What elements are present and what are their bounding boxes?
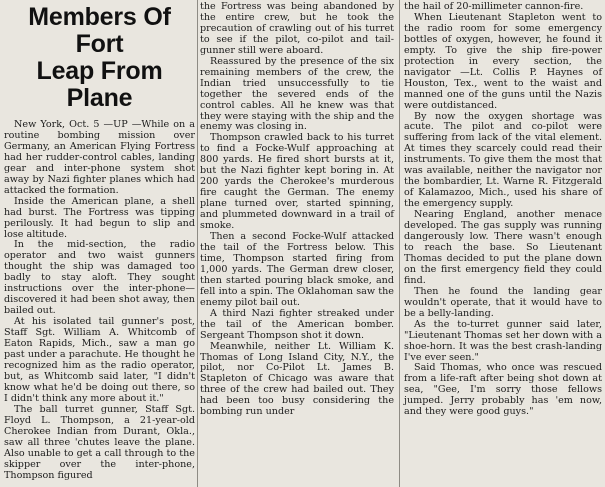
article-column-3 [404, 2, 602, 418]
paragraph: In the mid-section, the radio operator and two waist gunners thought the ship was damaged too badly to stay aloft. They sought instructions over the inter-phone—discovered it had been shot away, then bailed out. [4, 239, 195, 317]
column-rule [197, 0, 198, 487]
paragraph: Thompson crawled back to his turret to find a Focke-Wulf approaching at 800 yards. He fired short bursts at it, but the Nazi fighter kept boring in. At 200 yards the Cherokee's murderous fire caught the German. The enemy plane turned over, started spinning, and plummeted downward in a trail of smoke. [200, 132, 394, 232]
paragraph: the Fortress was being abandoned by the entire crew, but he took the precaution of crawling out of his turret to see if the pilot, co-pilot and tail-gunner still were aboard. [200, 1, 394, 56]
paragraph: As the to-turret gunner said later, "Lieutenant Thomas set her down with a shoe-horn. It was the best crash-landing I've ever seen." [404, 318, 602, 363]
paragraph: Said Thomas, who once was rescued from a life-raft after being shot down at sea, "Gee, I'm sorry those fellows jumped. Jerry probably has 'em now, and they were good guys." [404, 362, 602, 418]
column-rule [399, 0, 400, 487]
paragraph: New York, Oct. 5 —UP —While on a routine bombing mission over Germany, an American Flying Fortress had her rudder-control cables, landing gear and inter-phone system shot away by Nazi fighter planes which had attacked the formation. [4, 119, 195, 196]
paragraph: Inside the American plane, a shell had burst. The Fortress was tipping perilously. It had begun to slip and lose altitude. [4, 195, 195, 240]
paragraph: At his isolated tail gunner's post, Staff Sgt. William A. Whitcomb of Eaton Rapids, Mich., saw a man go past under a parachute. He thought he recognized him as the radio operator, but, as Whitcomb said later, "I didn't know what he'd be doing out there, so I didn't think any more about it." [4, 316, 195, 404]
paragraph: A third Nazi fighter streaked under the tail of the American bomber. Sergeant Thompson shot it down. [200, 307, 394, 341]
article-column-1 [4, 0, 195, 481]
headline [4, 4, 195, 112]
article-column-2 [200, 2, 394, 418]
paragraph: By now the oxygen shortage was acute. The pilot and co-pilot were suffering from lack of the vital element. At times they scarcely could read their instruments. To give them the most that was available, neither the navigator nor the bombardier, Lt. Warne R. Fitzgerald of Kalamazoo, Mich., used his share of the emergency supply. [404, 110, 602, 210]
headline-line-2: Leap From Plane [36, 57, 163, 112]
paragraph: the hail of 20-millimeter cannon-fire. [404, 1, 584, 12]
paragraph: When Lieutenant Stapleton went to the radio room for some emergency bottles of oxygen, however, he found it empty. To give the ship fire-power protection in every section, the navigator —Lt. Collis P. Haynes of Houston, Tex., went to the waist and manned one of the guns until the Nazis were outdistanced. [404, 11, 602, 111]
paragraph: Nearing England, another menace developed. The gas supply was running dangerously low. There wasn't enough to reach the base. So Lieutenant Thomas decided to put the plane down on the first emergency field they could find. [404, 209, 602, 286]
paragraph: Then he found the landing gear wouldn't operate, that it would have to be a belly-landing. [404, 285, 602, 319]
paragraph: Reassured by the presence of the six remaining members of the crew, the Indian tried unsuccessfully to tie together the severed ends of the control cables. All he knew was that they were staying with the ship and the enemy was closing in. [200, 55, 394, 133]
headline-line-1: Members Of Fort [28, 3, 171, 58]
paragraph: Meanwhile, neither Lt. William K. Thomas of Long Island City, N.Y., the pilot, nor Co-Pilot Lt. James B. Stapleton of Chicago was aware that three of the crew had bailed out. They had been too busy considering the bombing run under [200, 340, 394, 418]
paragraph: Then a second Focke-Wulf attacked the tail of the Fortress below. This time, Thompson started firing from 1,000 yards. The German drew closer, then started pouring black smoke, and fell into a spin. The Oklahoman saw the enemy pilot bail out. [200, 231, 394, 308]
paragraph: The ball turret gunner, Staff Sgt. Floyd L. Thompson, a 21-year-old Cherokee Indian from Durant, Okla., saw all three 'chutes leave the plane. Also unable to get a call through to the skipper over the inter-phone, Thompson figured [4, 403, 195, 481]
